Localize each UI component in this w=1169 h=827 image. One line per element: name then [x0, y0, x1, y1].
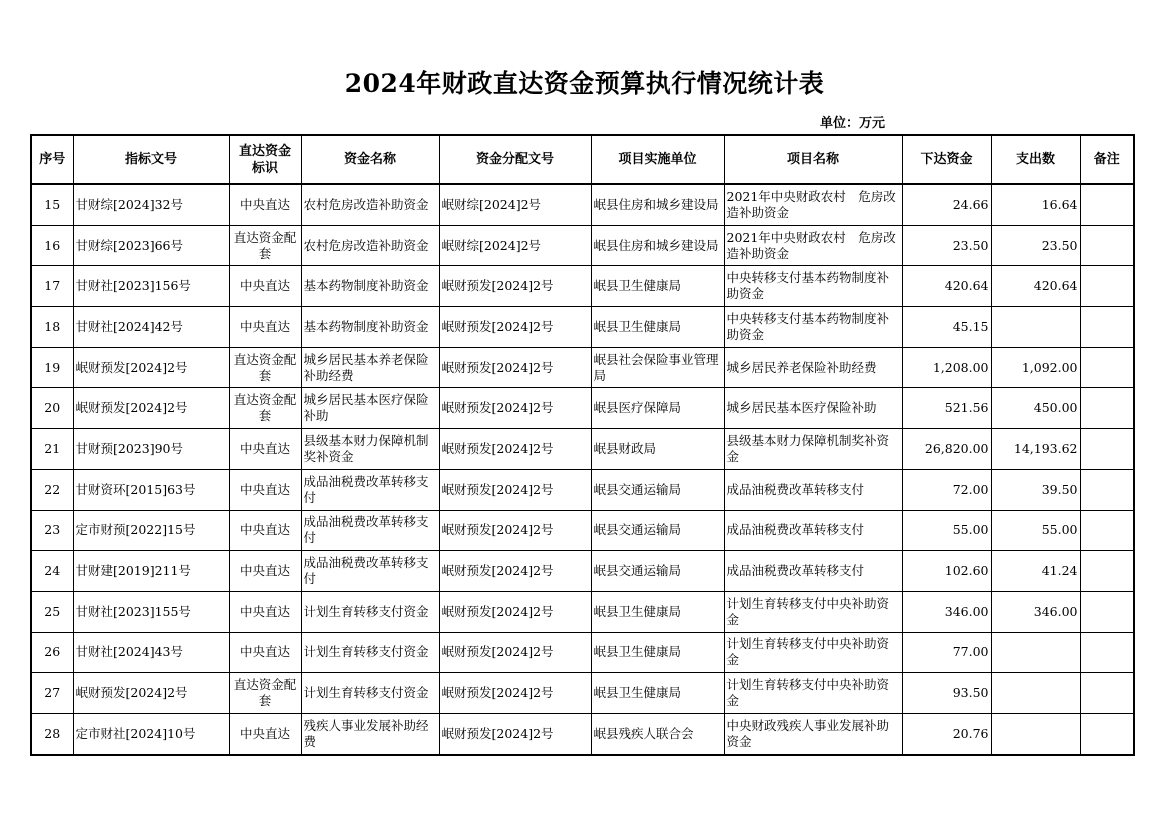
cell-spent: 55.00 [991, 510, 1080, 551]
cell-seq: 25 [31, 591, 73, 632]
cell-remark [1080, 347, 1134, 388]
cell-issued: 1,208.00 [902, 347, 991, 388]
cell-flag: 中央直达 [229, 184, 301, 225]
cell-doc-no: 定市财社[2024]10号 [73, 713, 229, 754]
cell-project: 中央财政残疾人事业发展补助资金 [724, 713, 902, 754]
cell-project: 成品油税费改革转移支付 [724, 469, 902, 510]
table-row [31, 591, 1134, 632]
table-row [31, 551, 1134, 592]
cell-issued: 26,820.00 [902, 429, 991, 470]
cell-fund-name: 农村危房改造补助资金 [301, 184, 439, 225]
cell-issued: 72.00 [902, 469, 991, 510]
cell-seq: 19 [31, 347, 73, 388]
cell-flag: 中央直达 [229, 307, 301, 348]
cell-remark [1080, 632, 1134, 673]
cell-fund-name: 城乡居民基本医疗保险补助 [301, 388, 439, 429]
cell-spent: 420.64 [991, 266, 1080, 307]
cell-remark [1080, 388, 1134, 429]
cell-alloc-doc: 岷财预发[2024]2号 [439, 510, 591, 551]
cell-alloc-doc: 岷财综[2024]2号 [439, 184, 591, 225]
cell-remark [1080, 307, 1134, 348]
cell-project: 中央转移支付基本药物制度补助资金 [724, 307, 902, 348]
header-fund-name: 资金名称 [301, 135, 439, 184]
cell-seq: 23 [31, 510, 73, 551]
cell-flag: 直达资金配套 [229, 388, 301, 429]
cell-seq: 18 [31, 307, 73, 348]
cell-issued: 77.00 [902, 632, 991, 673]
cell-doc-no: 定市财预[2022]15号 [73, 510, 229, 551]
cell-flag: 中央直达 [229, 591, 301, 632]
cell-unit: 岷县医疗保障局 [591, 388, 724, 429]
budget-table [30, 134, 1135, 756]
table-row [31, 673, 1134, 714]
cell-seq: 15 [31, 184, 73, 225]
cell-spent: 450.00 [991, 388, 1080, 429]
cell-issued: 420.64 [902, 266, 991, 307]
cell-flag: 中央直达 [229, 429, 301, 470]
cell-fund-name: 残疾人事业发展补助经费 [301, 713, 439, 754]
cell-remark [1080, 184, 1134, 225]
cell-unit: 岷县卫生健康局 [591, 307, 724, 348]
cell-project: 城乡居民养老保险补助经费 [724, 347, 902, 388]
table-row [31, 510, 1134, 551]
cell-fund-name: 计划生育转移支付资金 [301, 673, 439, 714]
cell-unit: 岷县卫生健康局 [591, 632, 724, 673]
header-unit: 项目实施单位 [591, 135, 724, 184]
table-row [31, 632, 1134, 673]
cell-remark [1080, 429, 1134, 470]
cell-remark [1080, 591, 1134, 632]
cell-doc-no: 岷财预发[2024]2号 [73, 388, 229, 429]
cell-doc-no: 岷财预发[2024]2号 [73, 673, 229, 714]
cell-unit: 岷县卫生健康局 [591, 591, 724, 632]
cell-unit: 岷县残疾人联合会 [591, 713, 724, 754]
cell-spent [991, 673, 1080, 714]
cell-seq: 16 [31, 225, 73, 266]
cell-project: 计划生育转移支付中央补助资金 [724, 632, 902, 673]
header-alloc-doc: 资金分配文号 [439, 135, 591, 184]
cell-fund-name: 计划生育转移支付资金 [301, 632, 439, 673]
cell-seq: 27 [31, 673, 73, 714]
table-row [31, 307, 1134, 348]
cell-alloc-doc: 岷财预发[2024]2号 [439, 551, 591, 592]
cell-flag: 中央直达 [229, 632, 301, 673]
header-flag [229, 135, 301, 184]
cell-alloc-doc: 岷财预发[2024]2号 [439, 429, 591, 470]
header-spent: 支出数 [991, 135, 1080, 184]
cell-alloc-doc: 岷财预发[2024]2号 [439, 388, 591, 429]
cell-doc-no: 岷财预发[2024]2号 [73, 347, 229, 388]
cell-fund-name: 基本药物制度补助资金 [301, 266, 439, 307]
cell-alloc-doc: 岷财预发[2024]2号 [439, 632, 591, 673]
cell-unit: 岷县交通运输局 [591, 551, 724, 592]
cell-flag: 中央直达 [229, 469, 301, 510]
cell-fund-name: 农村危房改造补助资金 [301, 225, 439, 266]
cell-issued: 23.50 [902, 225, 991, 266]
table-row [31, 469, 1134, 510]
cell-spent: 14,193.62 [991, 429, 1080, 470]
cell-fund-name: 计划生育转移支付资金 [301, 591, 439, 632]
cell-spent: 16.64 [991, 184, 1080, 225]
cell-doc-no: 甘财社[2023]156号 [73, 266, 229, 307]
cell-unit: 岷县卫生健康局 [591, 673, 724, 714]
cell-issued: 20.76 [902, 713, 991, 754]
cell-project: 计划生育转移支付中央补助资金 [724, 591, 902, 632]
cell-alloc-doc: 岷财预发[2024]2号 [439, 591, 591, 632]
cell-remark [1080, 713, 1134, 754]
cell-remark [1080, 266, 1134, 307]
table-row [31, 184, 1134, 225]
header-seq: 序号 [31, 135, 73, 184]
table-row [31, 347, 1134, 388]
cell-flag: 直达资金配套 [229, 673, 301, 714]
cell-issued: 102.60 [902, 551, 991, 592]
cell-fund-name: 成品油税费改革转移支付 [301, 551, 439, 592]
page-title: 2024年财政直达资金预算执行情况统计表 [344, 69, 825, 98]
cell-flag: 直达资金配套 [229, 347, 301, 388]
header-project: 项目名称 [724, 135, 902, 184]
cell-project: 中央转移支付基本药物制度补助资金 [724, 266, 902, 307]
cell-doc-no: 甘财预[2023]90号 [73, 429, 229, 470]
cell-fund-name: 成品油税费改革转移支付 [301, 469, 439, 510]
cell-project: 成品油税费改革转移支付 [724, 551, 902, 592]
cell-alloc-doc: 岷财预发[2024]2号 [439, 307, 591, 348]
cell-unit: 岷县财政局 [591, 429, 724, 470]
cell-alloc-doc: 岷财预发[2024]2号 [439, 673, 591, 714]
cell-spent [991, 307, 1080, 348]
cell-issued: 346.00 [902, 591, 991, 632]
cell-remark [1080, 510, 1134, 551]
cell-spent: 1,092.00 [991, 347, 1080, 388]
cell-alloc-doc: 岷财预发[2024]2号 [439, 713, 591, 754]
table-row [31, 388, 1134, 429]
cell-unit: 岷县住房和城乡建设局 [591, 184, 724, 225]
cell-spent [991, 632, 1080, 673]
header-doc-no: 指标文号 [73, 135, 229, 184]
cell-doc-no: 甘财资环[2015]63号 [73, 469, 229, 510]
cell-unit: 岷县交通运输局 [591, 469, 724, 510]
unit-label: 单位：万元 [820, 116, 886, 131]
cell-unit: 岷县卫生健康局 [591, 266, 724, 307]
cell-doc-no: 甘财建[2019]211号 [73, 551, 229, 592]
cell-project: 县级基本财力保障机制奖补资金 [724, 429, 902, 470]
cell-doc-no: 甘财综[2023]66号 [73, 225, 229, 266]
cell-seq: 24 [31, 551, 73, 592]
table-row [31, 713, 1134, 754]
cell-seq: 21 [31, 429, 73, 470]
cell-doc-no: 甘财社[2024]43号 [73, 632, 229, 673]
cell-doc-no: 甘财综[2024]32号 [73, 184, 229, 225]
cell-project: 城乡居民基本医疗保险补助 [724, 388, 902, 429]
cell-unit: 岷县住房和城乡建设局 [591, 225, 724, 266]
cell-flag: 中央直达 [229, 551, 301, 592]
header-flag-line1: 直达资金 [238, 143, 291, 159]
cell-fund-name: 县级基本财力保障机制奖补资金 [301, 429, 439, 470]
cell-issued: 521.56 [902, 388, 991, 429]
cell-fund-name: 基本药物制度补助资金 [301, 307, 439, 348]
cell-unit: 岷县交通运输局 [591, 510, 724, 551]
header-issued: 下达资金 [902, 135, 991, 184]
cell-issued: 24.66 [902, 184, 991, 225]
cell-issued: 55.00 [902, 510, 991, 551]
cell-seq: 17 [31, 266, 73, 307]
cell-seq: 28 [31, 713, 73, 754]
table-row [31, 266, 1134, 307]
table-header-row [31, 135, 1134, 184]
cell-alloc-doc: 岷财预发[2024]2号 [439, 469, 591, 510]
table-row [31, 429, 1134, 470]
cell-spent [991, 713, 1080, 754]
cell-project: 2021年中央财政农村 危房改造补助资金 [724, 184, 902, 225]
cell-remark [1080, 551, 1134, 592]
cell-fund-name: 城乡居民基本养老保险补助经费 [301, 347, 439, 388]
header-remark: 备注 [1080, 135, 1134, 184]
cell-flag: 中央直达 [229, 266, 301, 307]
cell-alloc-doc: 岷财预发[2024]2号 [439, 347, 591, 388]
cell-remark [1080, 469, 1134, 510]
cell-alloc-doc: 岷财预发[2024]2号 [439, 266, 591, 307]
cell-seq: 26 [31, 632, 73, 673]
cell-issued: 93.50 [902, 673, 991, 714]
cell-remark [1080, 225, 1134, 266]
cell-spent: 346.00 [991, 591, 1080, 632]
cell-unit: 岷县社会保险事业管理局 [591, 347, 724, 388]
cell-fund-name: 成品油税费改革转移支付 [301, 510, 439, 551]
cell-flag: 直达资金配套 [229, 225, 301, 266]
cell-project: 2021年中央财政农村 危房改造补助资金 [724, 225, 902, 266]
cell-doc-no: 甘财社[2023]155号 [73, 591, 229, 632]
cell-flag: 中央直达 [229, 713, 301, 754]
cell-alloc-doc: 岷财综[2024]2号 [439, 225, 591, 266]
cell-issued: 45.15 [902, 307, 991, 348]
table-row [31, 225, 1134, 266]
header-flag-line2: 标识 [251, 160, 278, 176]
cell-seq: 20 [31, 388, 73, 429]
cell-seq: 22 [31, 469, 73, 510]
cell-flag: 中央直达 [229, 510, 301, 551]
cell-spent: 39.50 [991, 469, 1080, 510]
cell-remark [1080, 673, 1134, 714]
cell-project: 成品油税费改革转移支付 [724, 510, 902, 551]
cell-spent: 23.50 [991, 225, 1080, 266]
cell-spent: 41.24 [991, 551, 1080, 592]
cell-project: 计划生育转移支付中央补助资金 [724, 673, 902, 714]
cell-doc-no: 甘财社[2024]42号 [73, 307, 229, 348]
